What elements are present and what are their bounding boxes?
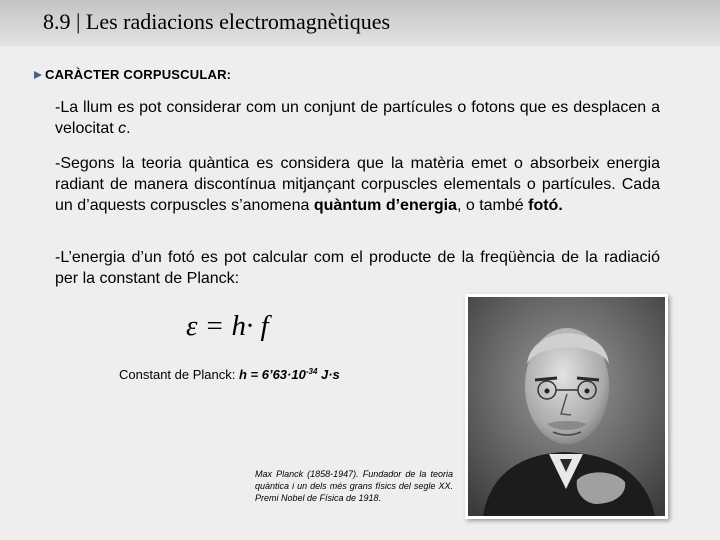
paragraph-text: , o també — [456, 197, 529, 214]
constant-label: Constant de Planck: — [119, 367, 239, 382]
paragraph-text: -L’energia d’un fotó es pot calcular com el producte de la freqüència de la radiació per la constant de Planck: — [55, 249, 660, 287]
constant-value — [239, 367, 340, 382]
constant-exponent: -34 — [305, 367, 318, 376]
paragraph-text: -Segons la teoria quàntica es considera que la matèria emet o absorbeix energia radiant de manera discontínua mitjançant corpuscles elementals o partícules. Cada un d’aquests corpuscles s’anomena — [55, 155, 660, 214]
portrait-image — [465, 294, 668, 519]
paragraph-text: . — [126, 120, 131, 137]
portrait-photo — [465, 294, 668, 519]
paragraph-quantum-theory — [55, 153, 660, 216]
page-title: 8.9 | Les radiacions electromagnètiques — [43, 9, 391, 34]
paragraph-light-particles — [55, 97, 660, 139]
photo-caption: Max Planck (1858-1947). Fundador de la teoria quàntica i un dels més grans físics del segle XX. Premi Nobel de Física de 1918. — [255, 469, 453, 503]
photon-term: fotó. — [528, 197, 563, 214]
section-heading — [34, 67, 231, 82]
title-bar — [0, 0, 720, 46]
planck-constant — [119, 367, 340, 382]
section-title: CARÀCTER CORPUSCULAR: — [45, 67, 232, 82]
constant-mantissa: h = 6’63·10 — [238, 367, 306, 382]
paragraph-text: -La llum es pot considerar com un conjunt de partícules o fotons que es desplacen a velocitat — [55, 99, 660, 137]
quantum-term: quàntum d’energia — [313, 197, 457, 214]
triangle-bullet-icon — [34, 71, 42, 79]
energy-formula: ε = h· f — [186, 310, 269, 342]
paragraph-photon-energy — [55, 247, 660, 289]
constant-unit: J·s — [317, 367, 340, 382]
velocity-symbol: c — [118, 120, 127, 137]
